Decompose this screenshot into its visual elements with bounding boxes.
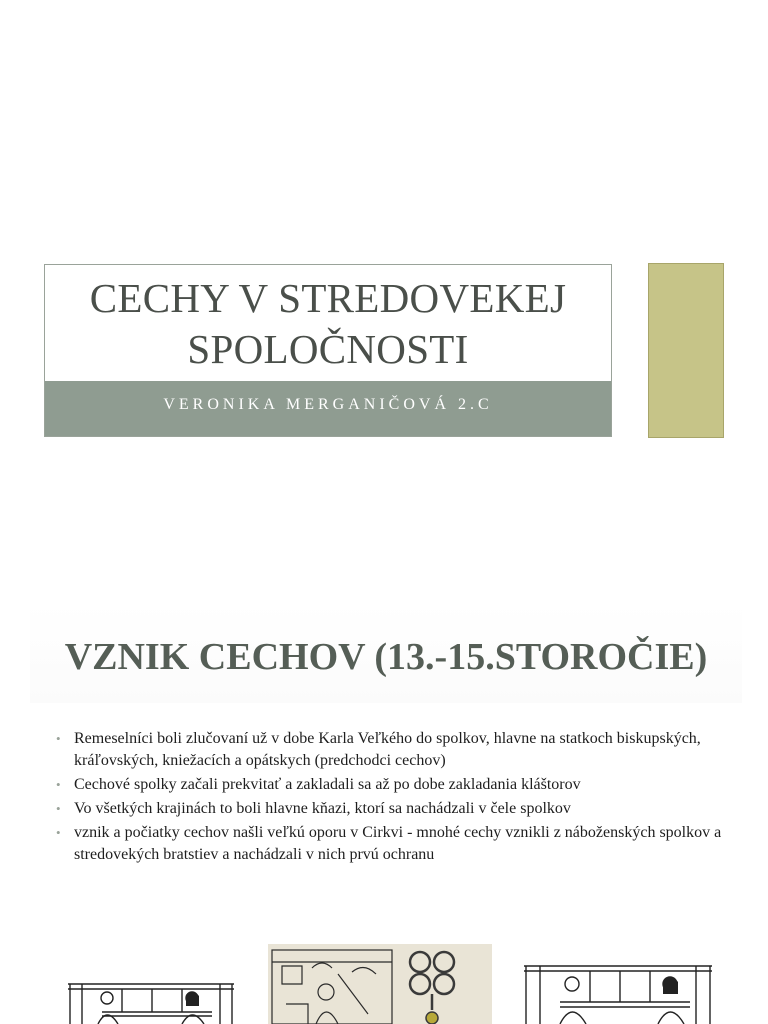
slide-title: VZNIK CECHOV (13.-15.STOROČIE) <box>30 603 742 703</box>
weaving-loom-image-left <box>62 972 240 1024</box>
workshop-woodcut-image <box>268 944 492 1024</box>
bullet-text: Remeselníci boli zlučovaní už v dobe Karla Veľkého do spolkov, hlavne na statkoch biskupských, kráľovských, kniežacích a opátskych (predchodci cechov) <box>74 730 701 769</box>
presentation-title <box>45 273 611 375</box>
bullet-list <box>56 728 736 868</box>
title-line-1: CECHY V STREDOVEKEJ <box>89 275 567 321</box>
weaving-loom-image-right <box>520 958 716 1024</box>
bullet-text: vznik a počiatky cechov našli veľkú oporu v Cirkvi - mnohé cechy vznikli z náboženských spolkov a stredovekých bratstiev a nachádzali v nich prvú ochranu <box>74 824 722 863</box>
bullet-item <box>56 798 736 820</box>
bullet-dot-icon: • <box>56 801 61 816</box>
title-box <box>44 264 612 437</box>
bullet-item <box>56 822 736 866</box>
bullet-text: Vo všetkých krajinách to boli hlavne kňazi, ktorí sa nachádzali v čele spolkov <box>74 800 571 817</box>
accent-rectangle <box>648 263 724 438</box>
bullet-item <box>56 728 736 772</box>
bullet-text: Cechové spolky začali prekvitať a zakladali sa až po dobe zakladania kláštorov <box>74 776 581 793</box>
subtitle-band <box>45 381 611 436</box>
bullet-dot-icon: • <box>56 731 61 746</box>
title-line-2: SPOLOČNOSTI <box>187 326 469 372</box>
bullet-item <box>56 774 736 796</box>
bullet-dot-icon: • <box>56 825 61 840</box>
author-subtitle: VERONIKA MERGANIČOVÁ 2.C <box>163 396 493 413</box>
bullet-dot-icon: • <box>56 777 61 792</box>
